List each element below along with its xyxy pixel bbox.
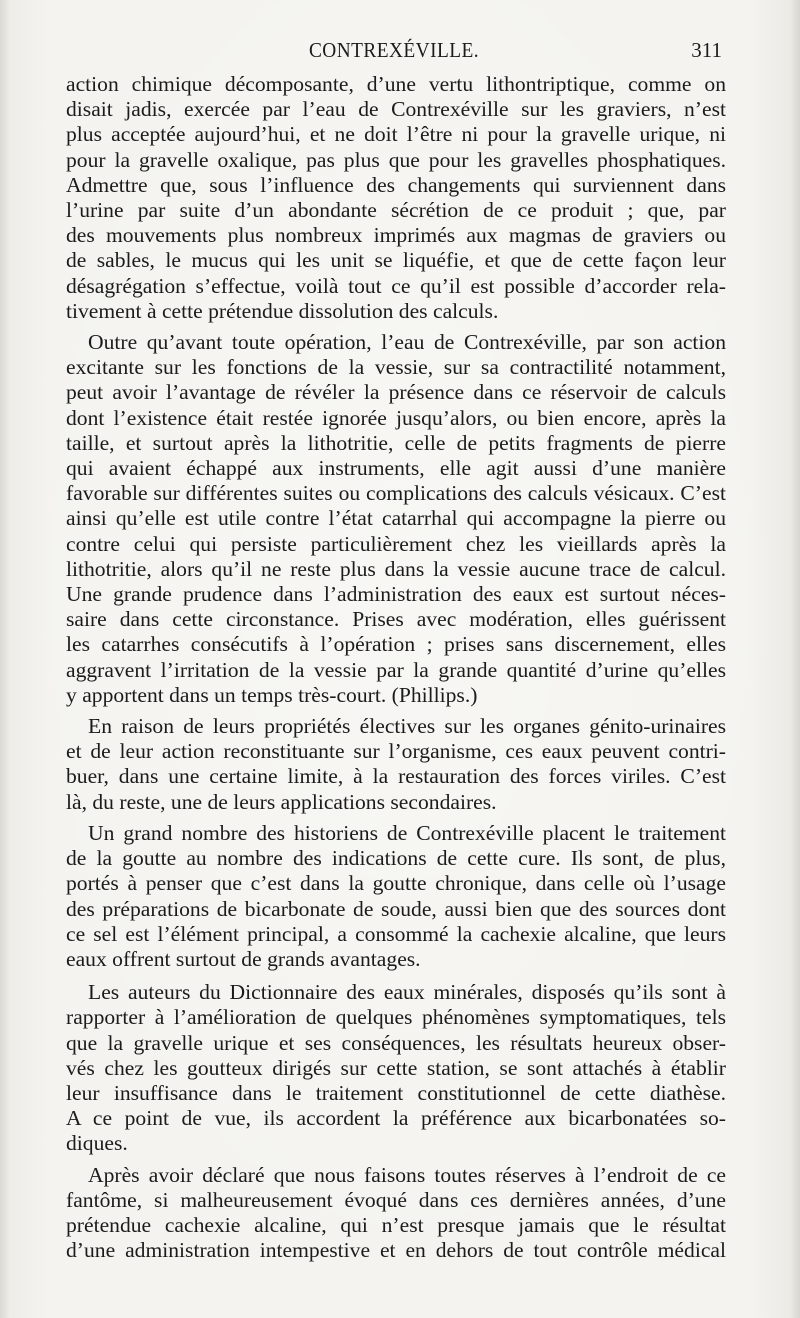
text-line: eaux offrent surtout de grands avantages. <box>66 946 421 971</box>
text-line: d’une administration intempestive et en dehors de tout contrôle médical <box>66 1238 726 1263</box>
body-text <box>66 72 726 1263</box>
text-line: ce sel est l’élément principal, a consommé la cachexie alcaline, que leurs <box>66 921 726 946</box>
text-line: lithotritie, alors qu’il ne reste plus dans la vessie aucune trace de calcul. <box>66 556 726 581</box>
text-line: leur insuffisance dans le traitement constitutionnel de cette diathèse. <box>66 1080 726 1105</box>
text-line: action chimique décomposante, d’une vertu lithontriptique, comme on <box>66 72 726 96</box>
text-line: contre celui qui persiste particulièrement chez les vieillards après la <box>66 531 726 556</box>
text-line: portés à penser que c’est dans la goutte chronique, dans celle où l’usage <box>66 871 726 896</box>
text-line: favorable sur différentes suites ou complications des calculs vésicaux. C’est <box>66 481 726 506</box>
text-line: de la goutte au nombre des indications de cette cure. Ils sont, de plus, <box>66 846 726 871</box>
text-line: y apportent dans un temps très-court. (Phillips.) <box>66 682 478 707</box>
page-edge-left <box>0 0 10 1318</box>
text-line: En raison de leurs propriétés électives sur les organes génito-urinaires <box>88 714 726 739</box>
text-line: excitante sur les fonctions de la vessie, sur sa contractilité notamment, <box>66 355 726 380</box>
text-line: tivement à cette prétendue dissolution des calculs. <box>66 298 499 323</box>
text-line: Après avoir déclaré que nous faisons toutes réserves à l’endroit de ce <box>88 1162 726 1187</box>
running-title: CONTREXÉVILLE. <box>308 38 480 62</box>
text-line: que la gravelle urique et ses conséquences, les résultats heureux obser- <box>66 1030 726 1055</box>
paragraph-1 <box>66 72 726 324</box>
text-line: plus acceptée aujourd’hui, et ne doit l’être ni pour la gravelle urique, ni <box>66 122 726 147</box>
text-line: là, du reste, une de leurs applications secondaires. <box>66 789 497 814</box>
text-line: ainsi qu’elle est utile contre l’état catarrhal qui accompagne la pierre ou <box>66 506 726 531</box>
text-line: vés chez les goutteux dirigés sur cette station, se sont attachés à établir <box>66 1055 726 1080</box>
text-line: désagrégation s’effectue, voilà tout ce qu’il est possible d’accorder rela- <box>66 273 726 298</box>
paragraph-4 <box>66 821 726 972</box>
text-line: Outre qu’avant toute opération, l’eau de Contrexéville, par son action <box>88 330 726 355</box>
page-edge-right <box>790 0 800 1318</box>
paragraph-3 <box>66 714 726 815</box>
text-line: l’urine par suite d’un abondante sécrétion de ce produit ; que, par <box>66 198 726 223</box>
paragraph-2 <box>66 330 726 708</box>
text-line: peut avoir l’avantage de révéler la présence dans ce réservoir de calculs <box>66 380 726 405</box>
text-line: qui avaient échappé aux instruments, elle agit aussi d’une manière <box>66 456 726 481</box>
paragraph-6 <box>66 1163 726 1264</box>
text-line: Les auteurs du Dictionnaire des eaux minérales, disposés qu’ils sont à <box>88 980 726 1005</box>
text-line: aggravent l’irritation de la vessie par la grande quantité d’urine qu’elles <box>66 657 726 682</box>
text-line: Admettre que, sous l’influence des changements qui surviennent dans <box>66 172 726 197</box>
text-line: des mouvements plus nombreux imprimés aux magmas de graviers ou <box>66 223 726 248</box>
text-line: et de leur action reconstituante sur l’organisme, ces eaux peuvent contri- <box>66 739 726 764</box>
text-line: diques. <box>66 1131 128 1156</box>
text-line: Une grande prudence dans l’administration des eaux est surtout néces- <box>66 582 726 607</box>
text-line: dont l’existence était restée ignorée jusqu’alors, ou bien encore, après la <box>66 405 726 430</box>
text-line: des préparations de bicarbonate de soude, aussi bien que des sources dont <box>66 896 726 921</box>
text-line: saire dans cette circonstance. Prises avec modération, elles guérissent <box>66 607 726 632</box>
text-line: fantôme, si malheureusement évoqué dans ces dernières années, d’une <box>66 1187 726 1212</box>
text-line: prétendue cachexie alcaline, qui n’est presque jamais que le résultat <box>66 1212 726 1237</box>
page-number: 311 <box>691 38 722 62</box>
text-line: les catarrhes consécutifs à l’opération ; prises sans discernement, elles <box>66 632 726 657</box>
text-line: taille, et surtout après la lithotritie, celle de petits fragments de pierre <box>66 430 726 455</box>
text-line: de sables, le mucus qui les unit se liquéfie, et que de cette façon leur <box>66 248 726 273</box>
text-line: disait jadis, exercée par l’eau de Contrexéville sur les graviers, n’est <box>66 97 726 122</box>
text-line: buer, dans une certaine limite, à la restauration des forces viriles. C’est <box>66 764 726 789</box>
paragraph-5 <box>66 980 726 1156</box>
text-line: Un grand nombre des historiens de Contrexéville placent le traitement <box>88 820 726 845</box>
text-line: rapporter à l’amélioration de quelques phénomènes symptomatiques, tels <box>66 1005 726 1030</box>
text-line: A ce point de vue, ils accordent la préférence aux bicarbonatées so- <box>66 1106 726 1131</box>
page-header <box>66 38 722 68</box>
text-line: pour la gravelle oxalique, pas plus que pour les gravelles phosphatiques. <box>66 147 726 172</box>
